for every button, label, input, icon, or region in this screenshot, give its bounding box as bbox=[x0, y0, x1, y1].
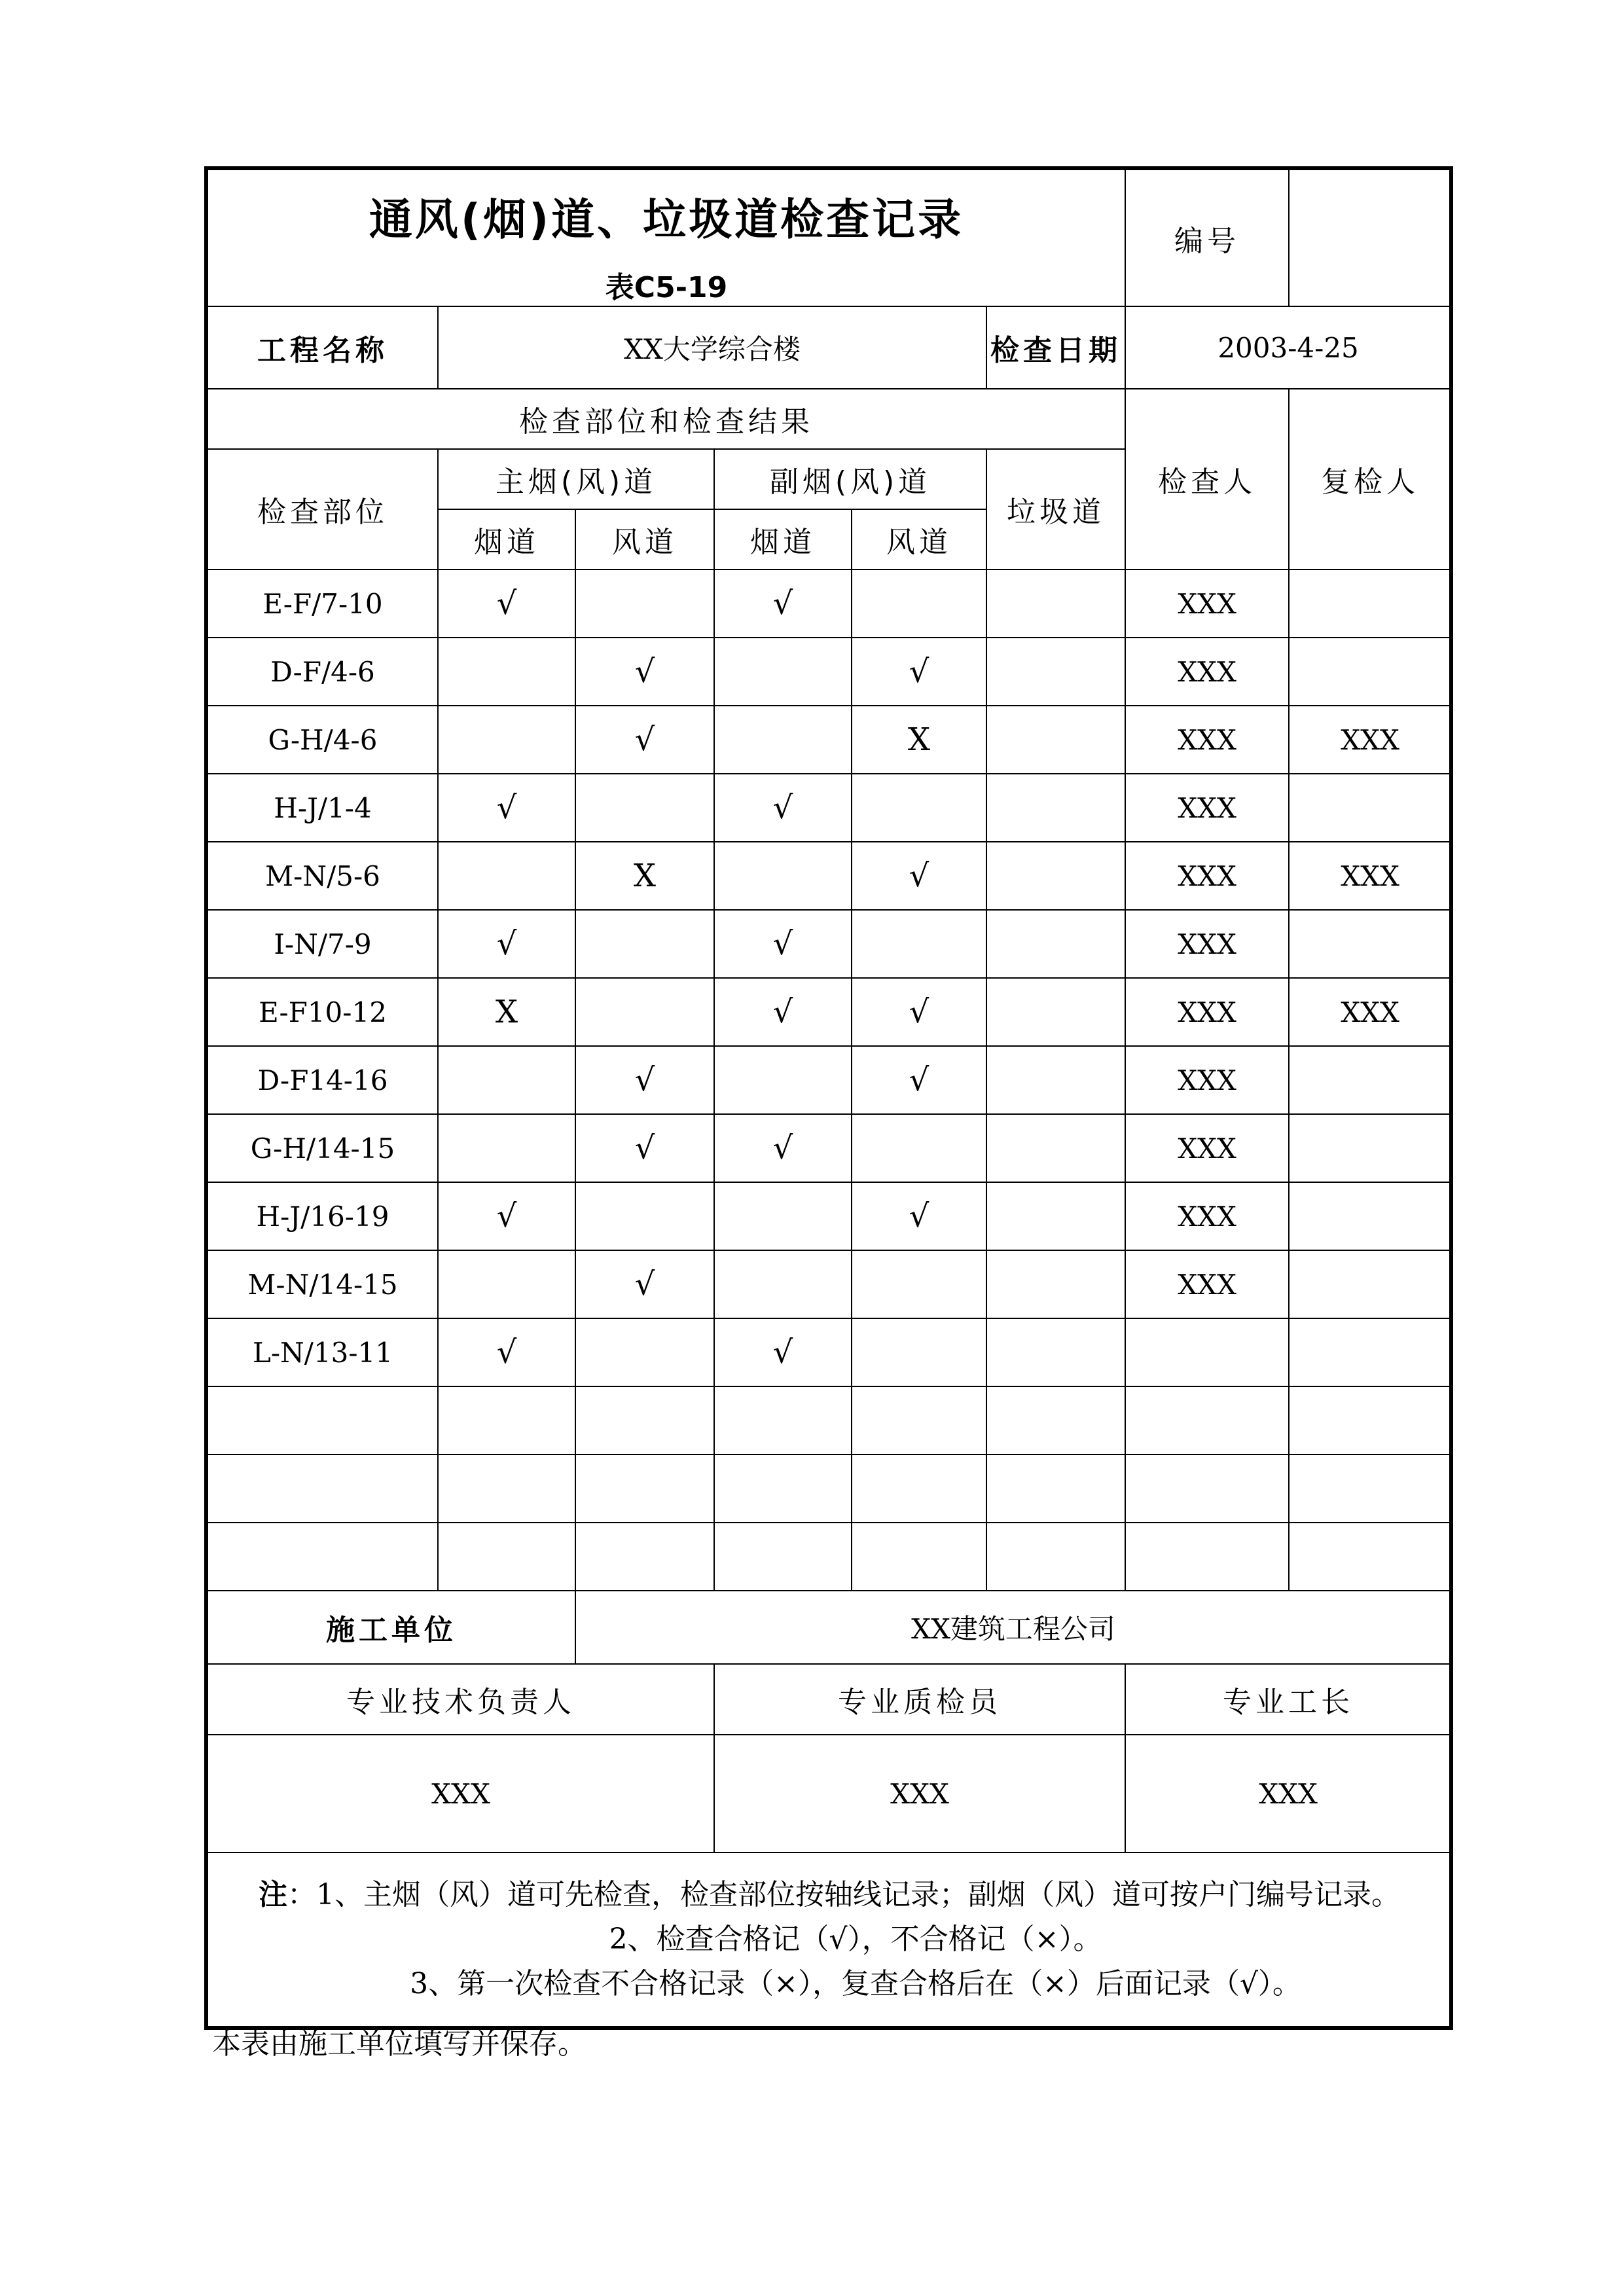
garbage-chute-cell[interactable] bbox=[986, 842, 1125, 910]
note-text-1: ：1、主烟（风）道可先检查，检查部位按轴线记录；副烟（风）道可按户门编号记录。 bbox=[287, 1878, 1401, 1911]
inspector-cell[interactable]: XXX bbox=[1125, 706, 1289, 774]
table-row bbox=[206, 1046, 1451, 1114]
reinspector-cell[interactable] bbox=[1289, 1386, 1451, 1455]
sub-smoke-cell[interactable]: √ bbox=[714, 910, 852, 978]
garbage-chute-cell[interactable] bbox=[986, 569, 1125, 638]
location-cell[interactable]: H-J/1-4 bbox=[206, 774, 438, 842]
tech-lead-signature[interactable]: XXX bbox=[206, 1735, 714, 1852]
inspector-cell[interactable]: XXX bbox=[1125, 1250, 1289, 1318]
reinspector-cell[interactable] bbox=[1289, 910, 1451, 978]
main-smoke-cell[interactable] bbox=[438, 842, 575, 910]
title-cell bbox=[206, 168, 1125, 306]
location-cell[interactable]: G-H/4-6 bbox=[206, 706, 438, 774]
table-row bbox=[206, 910, 1451, 978]
table-row bbox=[206, 569, 1451, 638]
form-table bbox=[204, 166, 1453, 2030]
reinspector-cell[interactable] bbox=[1289, 1250, 1451, 1318]
location-header: 检查部位 bbox=[206, 449, 438, 569]
sub-air-cell[interactable] bbox=[852, 1523, 986, 1591]
garbage-chute-cell[interactable] bbox=[986, 1182, 1125, 1250]
main-smoke-cell[interactable] bbox=[438, 1046, 575, 1114]
table-row bbox=[206, 1318, 1451, 1386]
location-cell[interactable] bbox=[206, 1523, 438, 1591]
main-smoke-cell[interactable] bbox=[438, 706, 575, 774]
reinspector-cell[interactable]: XXX bbox=[1289, 842, 1451, 910]
sub-smoke-cell[interactable] bbox=[714, 1250, 852, 1318]
inspector-cell[interactable]: XXX bbox=[1125, 1114, 1289, 1182]
serial-value[interactable] bbox=[1289, 168, 1451, 306]
foreman-label: 专业工长 bbox=[1125, 1664, 1451, 1735]
form-title: 通风(烟)道、垃圾道检查记录 bbox=[369, 194, 964, 245]
main-smoke-cell[interactable] bbox=[438, 1250, 575, 1318]
note-line-3: 3、第一次检查不合格记录（×），复查合格后在（×）后面记录（√）。 bbox=[410, 1967, 1301, 2000]
construction-unit-label: 施工单位 bbox=[206, 1591, 575, 1664]
sub-smoke-cell[interactable]: √ bbox=[714, 569, 852, 638]
location-cell[interactable]: G-H/14-15 bbox=[206, 1114, 438, 1182]
sub-air-cell[interactable]: √ bbox=[852, 842, 986, 910]
sub-duct-header: 副烟(风)道 bbox=[714, 449, 986, 509]
reinspector-cell[interactable] bbox=[1289, 774, 1451, 842]
sub-air-cell[interactable] bbox=[852, 1318, 986, 1386]
garbage-chute-cell[interactable] bbox=[986, 978, 1125, 1046]
sub-smoke-header: 烟道 bbox=[714, 509, 852, 569]
location-cell[interactable]: I-N/7-9 bbox=[206, 910, 438, 978]
main-smoke-header: 烟道 bbox=[438, 509, 575, 569]
location-cell[interactable]: E-F10-12 bbox=[206, 978, 438, 1046]
inspector-header: 检查人 bbox=[1125, 389, 1289, 569]
sub-smoke-cell[interactable]: √ bbox=[714, 774, 852, 842]
table-row bbox=[206, 1182, 1451, 1250]
main-smoke-cell[interactable]: √ bbox=[438, 774, 575, 842]
location-cell[interactable]: D-F14-16 bbox=[206, 1046, 438, 1114]
table-row bbox=[206, 706, 1451, 774]
main-air-cell[interactable] bbox=[575, 1455, 714, 1523]
sub-air-header: 风道 bbox=[852, 509, 986, 569]
check-date-label: 检查日期 bbox=[986, 306, 1125, 389]
project-name[interactable]: XX大学综合楼 bbox=[438, 306, 986, 389]
sub-smoke-cell[interactable] bbox=[714, 1523, 852, 1591]
foreman-signature[interactable]: XXX bbox=[1125, 1735, 1451, 1852]
inspector-cell[interactable]: XXX bbox=[1125, 569, 1289, 638]
check-date[interactable]: 2003-4-25 bbox=[1125, 306, 1451, 389]
main-air-cell[interactable]: √ bbox=[575, 1114, 714, 1182]
sub-air-cell[interactable] bbox=[852, 569, 986, 638]
reinspector-cell[interactable] bbox=[1289, 1523, 1451, 1591]
garbage-chute-cell[interactable] bbox=[986, 1250, 1125, 1318]
main-air-header: 风道 bbox=[575, 509, 714, 569]
inspector-cell[interactable]: XXX bbox=[1125, 842, 1289, 910]
garbage-chute-header: 垃圾道 bbox=[986, 449, 1125, 569]
inspector-cell[interactable]: XXX bbox=[1125, 638, 1289, 706]
reinspector-cell[interactable] bbox=[1289, 1182, 1451, 1250]
inspector-cell[interactable]: XXX bbox=[1125, 1182, 1289, 1250]
table-row bbox=[206, 978, 1451, 1046]
garbage-chute-cell[interactable] bbox=[986, 1046, 1125, 1114]
sub-smoke-cell[interactable] bbox=[714, 1182, 852, 1250]
main-duct-header: 主烟(风)道 bbox=[438, 449, 714, 509]
sub-smoke-cell[interactable] bbox=[714, 1046, 852, 1114]
garbage-chute-cell[interactable] bbox=[986, 1523, 1125, 1591]
main-smoke-cell[interactable] bbox=[438, 638, 575, 706]
garbage-chute-cell[interactable] bbox=[986, 1318, 1125, 1386]
sub-air-cell[interactable]: X bbox=[852, 706, 986, 774]
location-cell[interactable]: E-F/7-10 bbox=[206, 569, 438, 638]
main-smoke-cell[interactable]: √ bbox=[438, 1182, 575, 1250]
notes-cell bbox=[206, 1852, 1451, 2028]
sub-smoke-cell[interactable] bbox=[714, 706, 852, 774]
garbage-chute-cell[interactable] bbox=[986, 1455, 1125, 1523]
main-smoke-cell[interactable]: X bbox=[438, 978, 575, 1046]
main-smoke-cell[interactable]: √ bbox=[438, 910, 575, 978]
reinspector-header: 复检人 bbox=[1289, 389, 1451, 569]
sub-air-cell[interactable] bbox=[852, 774, 986, 842]
sub-air-cell[interactable] bbox=[852, 1386, 986, 1455]
reinspector-cell[interactable] bbox=[1289, 1455, 1451, 1523]
garbage-chute-cell[interactable] bbox=[986, 774, 1125, 842]
note-label: 注 bbox=[259, 1878, 288, 1911]
garbage-chute-cell[interactable] bbox=[986, 910, 1125, 978]
construction-unit[interactable]: XX建筑工程公司 bbox=[575, 1591, 1451, 1664]
main-air-cell[interactable] bbox=[575, 774, 714, 842]
table-row bbox=[206, 842, 1451, 910]
sub-smoke-cell[interactable] bbox=[714, 1455, 852, 1523]
main-air-cell[interactable] bbox=[575, 1318, 714, 1386]
reinspector-cell[interactable]: XXX bbox=[1289, 978, 1451, 1046]
sub-air-cell[interactable]: √ bbox=[852, 978, 986, 1046]
main-air-cell[interactable] bbox=[575, 1386, 714, 1455]
table-row bbox=[206, 1455, 1451, 1523]
main-air-cell[interactable] bbox=[575, 1182, 714, 1250]
inspector-cell[interactable] bbox=[1125, 1318, 1289, 1386]
main-air-cell[interactable] bbox=[575, 978, 714, 1046]
main-air-cell[interactable]: √ bbox=[575, 638, 714, 706]
inspector-cell[interactable]: XXX bbox=[1125, 910, 1289, 978]
inspection-form bbox=[204, 166, 1449, 2003]
main-air-cell[interactable]: √ bbox=[575, 1046, 714, 1114]
sub-smoke-cell[interactable] bbox=[714, 1386, 852, 1455]
main-air-cell[interactable] bbox=[575, 1523, 714, 1591]
inspector-cell[interactable]: XXX bbox=[1125, 978, 1289, 1046]
note-line-2: 2、检查合格记（√），不合格记（×）。 bbox=[609, 1923, 1102, 1956]
location-cell[interactable]: H-J/16-19 bbox=[206, 1182, 438, 1250]
sub-smoke-cell[interactable] bbox=[714, 638, 852, 706]
sub-smoke-cell[interactable]: √ bbox=[714, 978, 852, 1046]
inspector-cell[interactable] bbox=[1125, 1455, 1289, 1523]
reinspector-cell[interactable] bbox=[1289, 569, 1451, 638]
table-row bbox=[206, 1386, 1451, 1455]
reinspector-cell[interactable]: XXX bbox=[1289, 706, 1451, 774]
table-row bbox=[206, 1250, 1451, 1318]
main-smoke-cell[interactable] bbox=[438, 1455, 575, 1523]
location-cell[interactable]: D-F/4-6 bbox=[206, 638, 438, 706]
inspector-cell[interactable]: XXX bbox=[1125, 774, 1289, 842]
sub-smoke-cell[interactable]: √ bbox=[714, 1114, 852, 1182]
location-cell[interactable] bbox=[206, 1455, 438, 1523]
main-smoke-cell[interactable]: √ bbox=[438, 1318, 575, 1386]
table-row bbox=[206, 638, 1451, 706]
main-air-cell[interactable] bbox=[575, 910, 714, 978]
table-row bbox=[206, 1523, 1451, 1591]
garbage-chute-cell[interactable] bbox=[986, 638, 1125, 706]
inspector-cell[interactable] bbox=[1125, 1386, 1289, 1455]
form-number: 表C5-19 bbox=[605, 271, 728, 304]
serial-label: 编号 bbox=[1125, 168, 1289, 306]
tech-lead-label: 专业技术负责人 bbox=[206, 1664, 714, 1735]
main-smoke-cell[interactable]: √ bbox=[438, 569, 575, 638]
reinspector-cell[interactable] bbox=[1289, 1318, 1451, 1386]
main-smoke-cell[interactable] bbox=[438, 1114, 575, 1182]
main-air-cell[interactable]: X bbox=[575, 842, 714, 910]
footer-note: 本表由施工单位填写并保存。 bbox=[212, 2027, 586, 2061]
sub-air-cell[interactable] bbox=[852, 1114, 986, 1182]
main-air-cell[interactable] bbox=[575, 569, 714, 638]
note-line-1 bbox=[208, 1873, 1451, 1917]
main-smoke-cell[interactable] bbox=[438, 1523, 575, 1591]
garbage-chute-cell[interactable] bbox=[986, 1114, 1125, 1182]
main-air-cell[interactable]: √ bbox=[575, 706, 714, 774]
sub-smoke-cell[interactable] bbox=[714, 842, 852, 910]
main-smoke-cell[interactable] bbox=[438, 1386, 575, 1455]
reinspector-cell[interactable] bbox=[1289, 1114, 1451, 1182]
table-row bbox=[206, 1114, 1451, 1182]
sub-air-cell[interactable]: √ bbox=[852, 638, 986, 706]
location-cell[interactable] bbox=[206, 1386, 438, 1455]
qc-inspector-signature[interactable]: XXX bbox=[714, 1735, 1125, 1852]
sub-air-cell[interactable]: √ bbox=[852, 1182, 986, 1250]
garbage-chute-cell[interactable] bbox=[986, 1386, 1125, 1455]
sub-air-cell[interactable] bbox=[852, 910, 986, 978]
location-cell[interactable]: L-N/13-11 bbox=[206, 1318, 438, 1386]
inspector-cell[interactable] bbox=[1125, 1523, 1289, 1591]
sub-air-cell[interactable] bbox=[852, 1250, 986, 1318]
sub-air-cell[interactable] bbox=[852, 1455, 986, 1523]
qc-inspector-label: 专业质检员 bbox=[714, 1664, 1125, 1735]
sub-air-cell[interactable]: √ bbox=[852, 1046, 986, 1114]
project-name-label: 工程名称 bbox=[206, 306, 438, 389]
location-cell[interactable]: M-N/5-6 bbox=[206, 842, 438, 910]
inspector-cell[interactable]: XXX bbox=[1125, 1046, 1289, 1114]
table-row bbox=[206, 774, 1451, 842]
garbage-chute-cell[interactable] bbox=[986, 706, 1125, 774]
location-cell[interactable]: M-N/14-15 bbox=[206, 1250, 438, 1318]
sub-smoke-cell[interactable]: √ bbox=[714, 1318, 852, 1386]
section-header: 检查部位和检查结果 bbox=[206, 389, 1125, 449]
reinspector-cell[interactable] bbox=[1289, 1046, 1451, 1114]
reinspector-cell[interactable] bbox=[1289, 638, 1451, 706]
main-air-cell[interactable]: √ bbox=[575, 1250, 714, 1318]
